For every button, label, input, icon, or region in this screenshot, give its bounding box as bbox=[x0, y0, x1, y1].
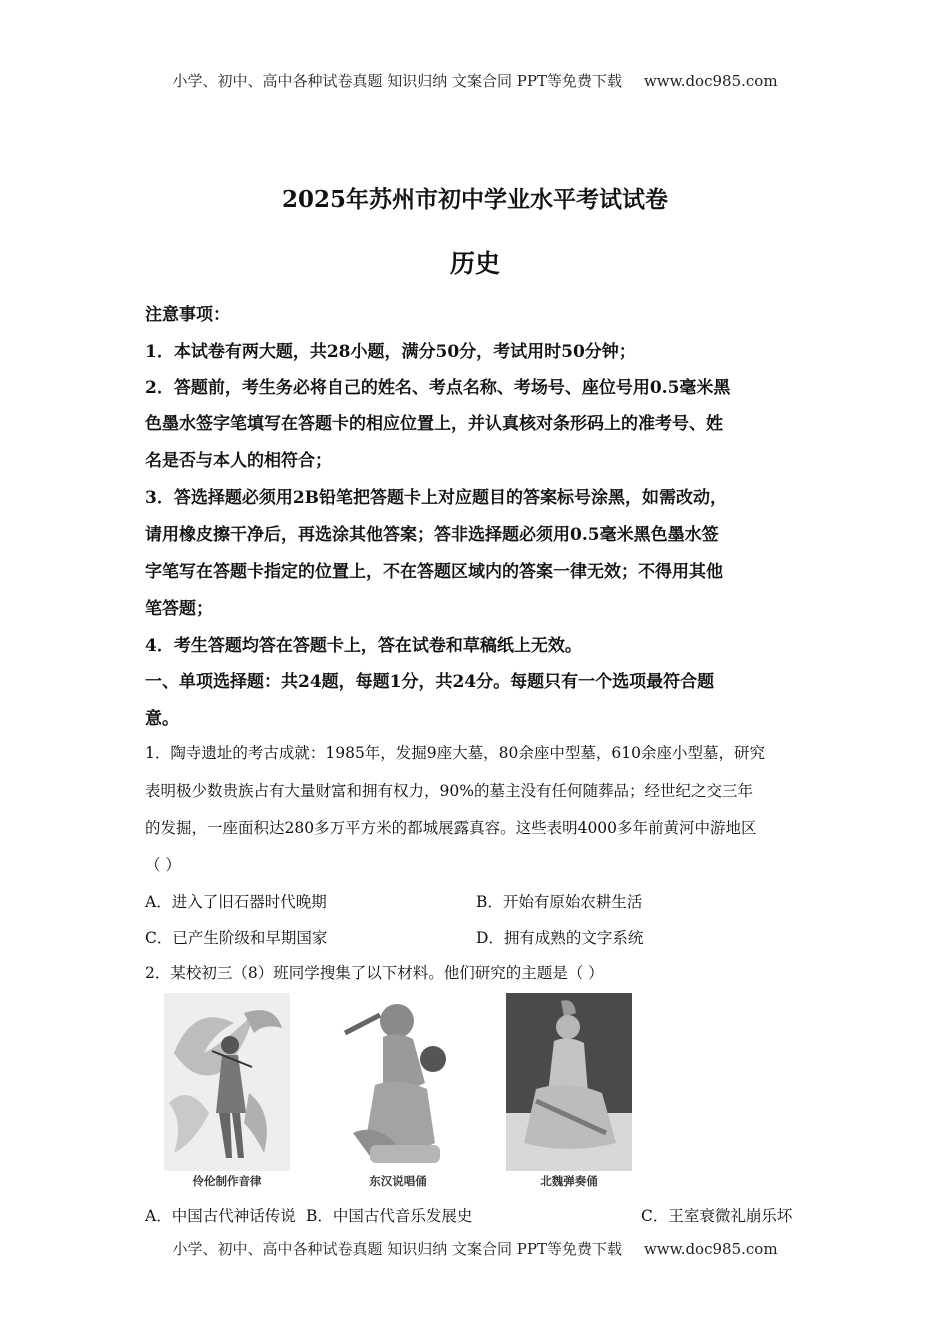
q1-option-b: B．开始有原始农耕生活 bbox=[476, 893, 643, 911]
q2-option-c: C．王室衰微礼崩乐坏 bbox=[641, 1207, 793, 1225]
notice-line: 4．考生答题均答在答题卡上，答在试卷和草稿纸上无效。 bbox=[145, 636, 582, 656]
q1-option-a: A．进入了旧石器时代晚期 bbox=[145, 893, 327, 911]
notice-line: 3．答选择题必须用2B铅笔把答题卡上对应题目的答案标号涂黑，如需改动， bbox=[145, 488, 728, 508]
header-site: www.doc985.com bbox=[643, 72, 778, 90]
notice-line: 请用橡皮擦干净后，再选涂其他答案；答非选择题必须用0.5毫米黑色墨水签 bbox=[145, 525, 719, 545]
q1-stem-line: 1．陶寺遗址的考古成就：1985年，发掘9座大墓，80余座中型墓，610余座小型墓，研究 bbox=[145, 744, 765, 762]
image-linglun-caption: 伶伦制作音律 bbox=[192, 1174, 262, 1188]
q1-option-d: D．拥有成熟的文字系统 bbox=[476, 929, 644, 947]
page-footer bbox=[0, 1238, 950, 1259]
notice-heading: 注意事项： bbox=[145, 305, 230, 325]
q1-option-c: C．已产生阶级和早期国家 bbox=[145, 929, 328, 947]
footer-site: www.doc985.com bbox=[643, 1240, 778, 1258]
section-heading: 意。 bbox=[145, 709, 179, 729]
image-musician-caption: 北魏弹奏俑 bbox=[540, 1174, 598, 1188]
image-storyteller-caption: 东汉说唱俑 bbox=[369, 1174, 427, 1188]
exam-title: 2025年苏州市初中学业水平考试试卷 bbox=[281, 186, 668, 213]
q1-stem-line: 表明极少数贵族占有大量财富和拥有权力，90%的墓主没有任何随葬品；经世纪之交三年 bbox=[145, 782, 753, 800]
q1-stem-line: 的发掘，一座面积达280多万平方米的都城展露真容。这些表明4000多年前黄河中游地区 bbox=[145, 819, 757, 837]
notice-line: 字笔写在答题卡指定的位置上，不在答题区域内的答案一律无效；不得用其他 bbox=[145, 562, 723, 582]
image-linglun bbox=[164, 993, 290, 1171]
image-storyteller-figurine bbox=[335, 993, 461, 1171]
notice-line: 色墨水签字笔填写在答题卡的相应位置上，并认真核对条形码上的准考号、姓 bbox=[145, 414, 723, 434]
footer-text: 小学、初中、高中各种试卷真题 知识归纳 文案合同 PPT等免费下载 bbox=[172, 1240, 622, 1258]
image-musician-figurine bbox=[506, 993, 632, 1171]
notice-line: 2．答题前，考生务必将自己的姓名、考点名称、考场号、座位号用0.5毫米黑 bbox=[145, 378, 731, 398]
notice-line: 1．本试卷有两大题，共28小题，满分50分，考试用时50分钟； bbox=[145, 342, 636, 362]
q2-option-a: A．中国古代神话传说 bbox=[145, 1207, 296, 1225]
page-header bbox=[0, 70, 950, 91]
q1-stem-line: （ ） bbox=[145, 856, 181, 874]
q2-option-b: B．中国古代音乐发展史 bbox=[306, 1207, 473, 1225]
q2-stem: 2．某校初三（8）班同学搜集了以下材料。他们研究的主题是（ ） bbox=[145, 964, 604, 982]
header-text: 小学、初中、高中各种试卷真题 知识归纳 文案合同 PPT等免费下载 bbox=[172, 72, 622, 90]
section-heading: 一、单项选择题：共24题，每题1分，共24分。每题只有一个选项最符合题 bbox=[145, 672, 715, 692]
notice-line: 笔答题； bbox=[145, 599, 213, 619]
subject-title: 历史 bbox=[449, 249, 500, 278]
notice-line: 名是否与本人的相符合； bbox=[145, 451, 332, 471]
